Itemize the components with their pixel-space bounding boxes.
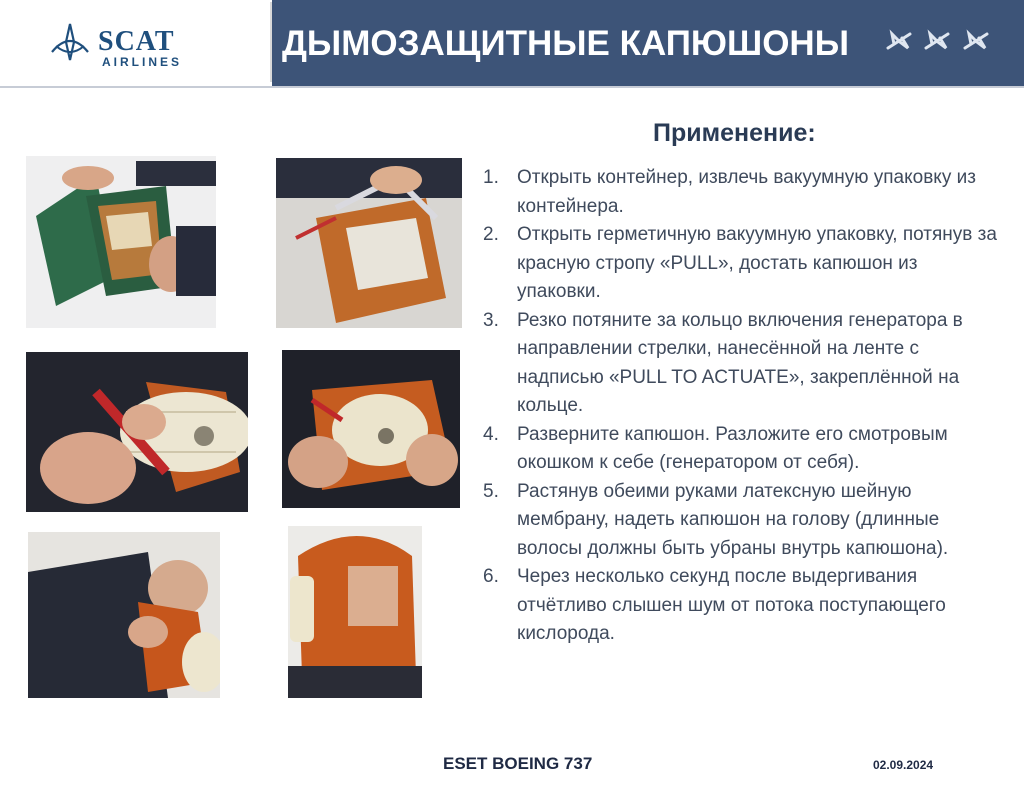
list-item — [478, 478, 998, 564]
photo-pull-strap — [26, 352, 248, 512]
step-text: Через несколько секунд после выдергивания отчётливо слышен шум от потока поступающего кислорода. — [517, 566, 946, 644]
step-number: 4. — [483, 423, 499, 445]
section-heading: Применение: — [653, 119, 816, 147]
airplane-icon — [884, 26, 914, 56]
page-title: ДЫМОЗАЩИТНЫЕ КАПЮШОНЫ — [282, 24, 849, 63]
logo-name: SCAT — [98, 26, 175, 57]
list-item — [478, 563, 998, 649]
step-number: 3. — [483, 309, 499, 331]
step-text: Резко потяните за кольцо включения генератора в направлении стрелки, нанесённой на ленте с надписью «PULL TO ACTUATE», закреплённой на кольце. — [517, 309, 963, 416]
header-divider — [0, 86, 1024, 88]
logo-subtitle: AIRLINES — [102, 55, 183, 69]
list-item — [478, 221, 998, 307]
title-bar — [272, 0, 1024, 86]
list-item — [478, 421, 998, 478]
steps-list — [478, 164, 998, 649]
airplane-icon — [922, 26, 952, 56]
photo-vacuum-pack — [276, 158, 462, 328]
step-number: 2. — [483, 224, 499, 245]
airplane-icon — [961, 26, 991, 56]
decorative-planes — [884, 26, 995, 61]
photo-hood-worn — [288, 526, 422, 698]
photo-unfold-hood — [282, 350, 460, 508]
step-number: 5. — [483, 480, 499, 502]
photo-open-container — [26, 156, 216, 328]
step-text: Открыть герметичную вакуумную упаковку, потянув за красную стропу «PULL», достать капюшон из упаковки. — [517, 224, 997, 302]
step-number: 1. — [483, 167, 499, 188]
photo-donning-hood — [28, 532, 220, 698]
step-text: Растянув обеими руками латексную шейную мембрану, надеть капюшон на голову (длинные волосы должны быть убраны внутрь капюшона). — [517, 480, 949, 559]
logo — [8, 2, 272, 82]
step-text: Разверните капюшон. Разложите его смотровым окошком к себе (генератором от себя). — [517, 423, 948, 473]
step-text: Открыть контейнер, извлечь вакуумную упаковку из контейнера. — [517, 167, 976, 217]
list-item — [478, 164, 998, 221]
step-number: 6. — [483, 566, 499, 587]
list-item — [478, 307, 998, 421]
footer-course: ESET BOEING 737 — [443, 754, 593, 773]
footer-date: 02.09.2024 — [873, 758, 934, 772]
scat-logo-icon — [48, 22, 92, 62]
